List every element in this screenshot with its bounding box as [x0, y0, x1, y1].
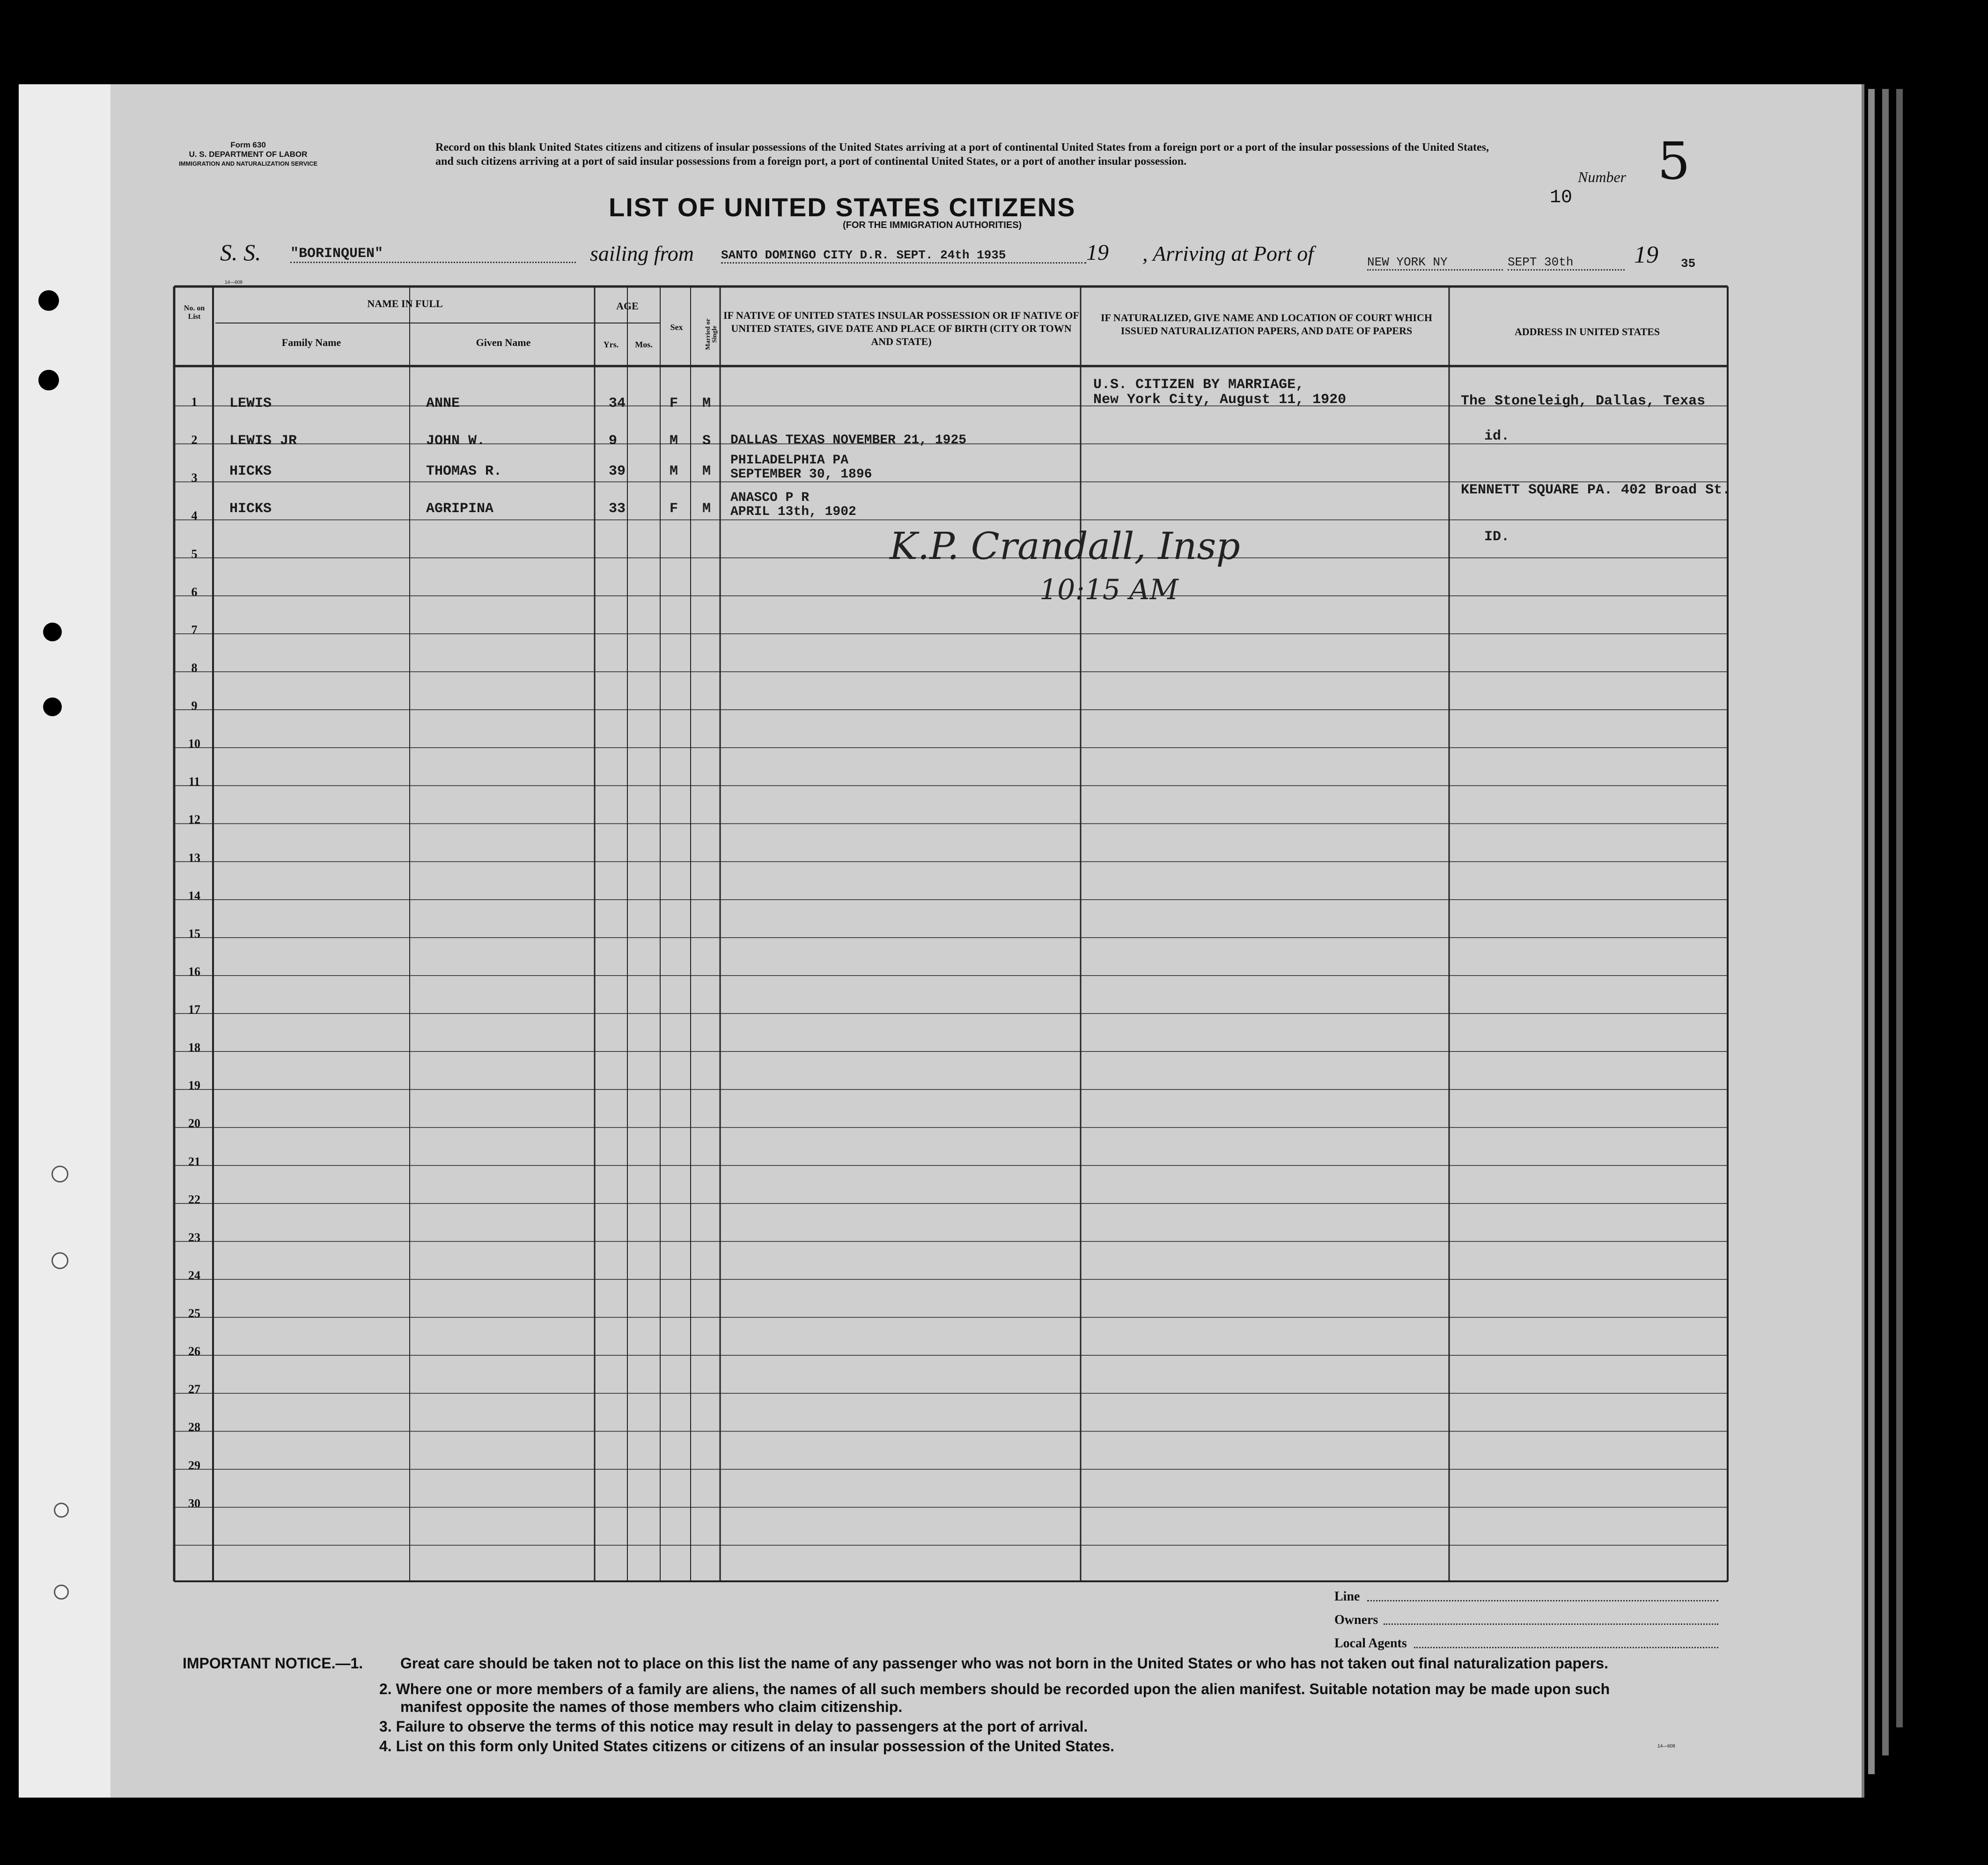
age-years-cell: 33	[609, 501, 626, 517]
address-cell: KENNETT SQUARE PA. 402 Broad St.	[1461, 482, 1731, 498]
row-number: 26	[188, 1344, 200, 1358]
row-number: 5	[191, 547, 198, 561]
marital-status-cell: M	[702, 463, 711, 479]
row-number: 21	[188, 1154, 200, 1168]
marital-status-cell: S	[702, 433, 711, 449]
row-number: 27	[188, 1382, 200, 1396]
row-number: 9	[191, 699, 198, 712]
row-number: 20	[188, 1116, 200, 1131]
address-cell: ID.	[1484, 529, 1510, 545]
owners-label: Owners	[1334, 1613, 1378, 1627]
arriving-port: NEW YORK NY	[1367, 255, 1503, 271]
row-number: 22	[188, 1192, 200, 1206]
number-stamped: 10	[1550, 187, 1573, 208]
row-number: 30	[188, 1496, 200, 1510]
age-years-cell: 34	[609, 396, 626, 411]
page-subtitle: (FOR THE IMMIGRATION AUTHORITIES)	[843, 220, 1022, 230]
row-number: 17	[188, 1003, 200, 1016]
family-name-cell: LEWIS JR	[229, 433, 297, 449]
year-suffix-2: 35	[1681, 257, 1696, 271]
header-family-name: Family Name	[281, 337, 341, 348]
naturalization-cell: U.S. CITIZEN BY MARRIAGE,	[1093, 377, 1304, 393]
year-prefix-1: 19	[1086, 240, 1109, 265]
birthdate-cell: SEPTEMBER 30, 1896	[730, 467, 872, 482]
row-number: 29	[188, 1458, 200, 1472]
arriving-label: , Arriving at Port of	[1142, 242, 1314, 265]
row-number: 7	[191, 623, 198, 637]
family-name-cell: HICKS	[229, 463, 272, 479]
printer-code-header: 14—608	[225, 280, 243, 285]
row-number: 4	[191, 509, 198, 523]
number-label: Number	[1578, 169, 1627, 185]
row-number: 13	[188, 851, 200, 865]
header-years: Yrs.	[603, 340, 619, 349]
row-number: 18	[188, 1041, 200, 1055]
ss-label: S. S.	[220, 239, 261, 265]
family-name-cell: LEWIS	[229, 396, 272, 411]
ship-name: "BORINQUEN"	[290, 246, 576, 263]
row-number: 8	[191, 661, 198, 675]
sailing-from-value: SANTO DOMINGO CITY D.R. SEPT. 24th 1935	[721, 248, 1086, 264]
row-number: 12	[188, 813, 200, 827]
department: U. S. DEPARTMENT OF LABOR	[189, 150, 308, 159]
row-number: 23	[188, 1230, 200, 1244]
form-number: Form 630	[230, 140, 266, 149]
given-name-cell: JOHN W.	[426, 433, 486, 449]
year-prefix-2: 19	[1634, 242, 1658, 268]
age-years-cell: 9	[609, 433, 618, 449]
row-number: 14	[188, 888, 200, 903]
sex-cell: M	[670, 433, 678, 449]
marital-status-cell: M	[702, 501, 711, 517]
marital-status-cell: M	[702, 396, 711, 411]
row-number: 2	[191, 433, 198, 447]
address-cell: id.	[1484, 428, 1510, 444]
row-number: 6	[191, 585, 198, 599]
notice-item-1: Great care should be taken not to place on this list the name of any passenger who was not born in the United States or who has not taken out final naturalization papers.	[400, 1655, 1608, 1672]
header-name-in-full: NAME IN FULL	[367, 298, 443, 309]
local-agents-label: Local Agents	[1334, 1636, 1407, 1651]
record-instructions: Record on this blank United States citizens and citizens of insular possessions of the United States arriving at a port of continental United States from a foreign port or a port of the insular possessions of the United States, and such citizens arriving at a port of said insular possessions from a foreign port, a port of continental United States, or a port of another insular possession.	[435, 141, 1489, 168]
page-title: LIST OF UNITED STATES CITIZENS	[609, 192, 1076, 222]
row-number: 25	[188, 1307, 200, 1320]
sex-cell: M	[670, 463, 678, 479]
row-number: 28	[188, 1420, 200, 1434]
arriving-date: SEPT 30th	[1508, 255, 1625, 271]
line-field	[1367, 1600, 1718, 1601]
inspection-time: 10:15 AM	[1039, 573, 1178, 606]
row-number: 16	[188, 964, 200, 978]
number-handwritten: 5	[1657, 131, 1690, 191]
notice-item-2a: 2. Where one or more members of a family are aliens, the names of all such members should be recorded upon the alien manifest. Suitable notation may be made upon such	[379, 1681, 1610, 1697]
header-sex: Sex	[670, 323, 683, 332]
header-married-single: Married or Single	[705, 318, 718, 350]
sex-cell: F	[670, 396, 678, 411]
birthplace-cell: PHILADELPHIA PA	[730, 453, 849, 468]
service: IMMIGRATION AND NATURALIZATION SERVICE	[178, 160, 318, 167]
notice-item-4: 4. List on this form only United States citizens or citizens of an insular possession of the United States.	[379, 1738, 1115, 1755]
birthplace-cell: DALLAS TEXAS NOVEMBER 21, 1925	[730, 433, 967, 448]
header-given-name: Given Name	[476, 337, 531, 348]
header-naturalized: IF NATURALIZED, GIVE NAME AND LOCATION OF COURT WHICH ISSUED NATURALIZATION PAPERS, AND DATE OF PAPERS	[1101, 312, 1432, 337]
header-native-birth: IF NATIVE OF UNITED STATES INSULAR POSSESSION OR IF NATIVE OF UNITED STATES, GIVE DATE AND PLACE OF BIRTH (CITY OR TOWN AND STATE)	[723, 309, 1079, 347]
local-agents-field	[1414, 1647, 1718, 1648]
header-no-on-list: No. on List	[184, 304, 205, 321]
sailing-from-label: sailing from	[590, 242, 694, 265]
given-name-cell: AGRIPINA	[426, 501, 494, 517]
header-age: AGE	[616, 300, 639, 312]
notice-item-3: 3. Failure to observe the terms of this notice may result in delay to passengers at the port of arrival.	[379, 1718, 1088, 1735]
given-name-cell: ANNE	[426, 396, 460, 411]
header-months: Mos.	[635, 340, 653, 349]
row-number: 15	[188, 926, 200, 940]
birthdate-cell: APRIL 13th, 1902	[730, 505, 856, 519]
inspector-signature: K.P. Crandall, Insp	[890, 524, 1240, 568]
owners-field	[1384, 1623, 1718, 1625]
row-number: 1	[191, 395, 198, 409]
row-number: 10	[188, 737, 200, 751]
sex-cell: F	[670, 501, 678, 517]
notice-item-2b: manifest opposite the names of those members who claim citizenship.	[400, 1698, 903, 1715]
row-number: 19	[188, 1079, 200, 1093]
family-name-cell: HICKS	[229, 501, 272, 517]
row-number: 24	[188, 1268, 200, 1282]
birthplace-cell: ANASCO P R	[730, 491, 810, 505]
notice-heading: IMPORTANT NOTICE.—1.	[183, 1655, 363, 1672]
row-number: 11	[188, 775, 200, 789]
row-number: 3	[191, 471, 198, 485]
line-label: Line	[1334, 1589, 1360, 1604]
naturalization-detail-cell: New York City, August 11, 1920	[1093, 392, 1347, 408]
header-address: ADDRESS IN UNITED STATES	[1514, 326, 1660, 338]
given-name-cell: THOMAS R.	[426, 463, 502, 479]
printer-code-footer: 14—608	[1657, 1744, 1675, 1749]
address-cell: The Stoneleigh, Dallas, Texas	[1461, 393, 1706, 409]
age-years-cell: 39	[609, 463, 626, 479]
